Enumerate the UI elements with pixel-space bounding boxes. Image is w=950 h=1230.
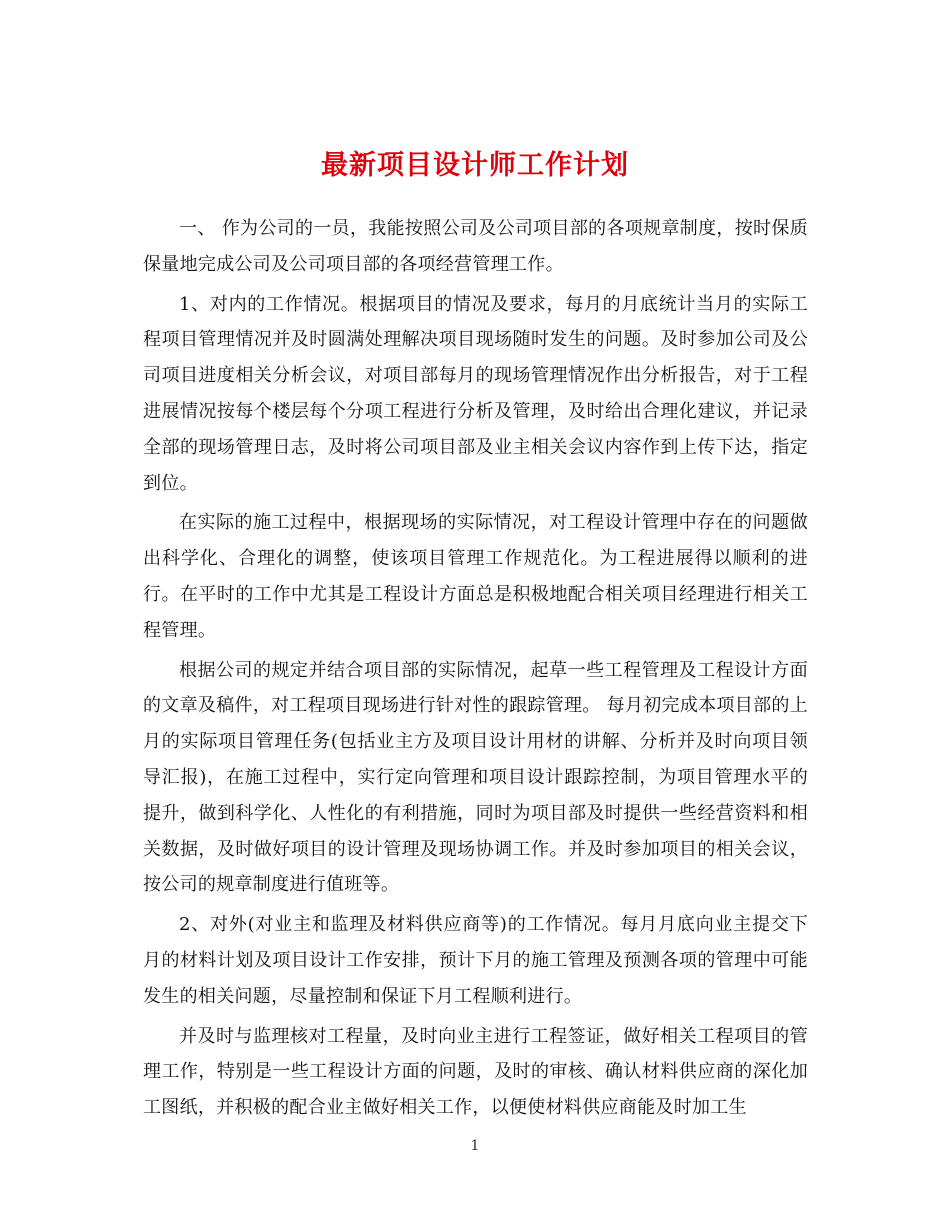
paragraph-5: 2、对外(对业主和监理及材料供应商等)的工作情况。每月月底向业主提交下月的材料计划及项目设计工作安排，预计下月的施工管理及预测各项的管理中可能发生的相关问题，尽量控制和保证下月工程顺利进行。 [143,914,808,1007]
paragraph-3: 在实际的施工过程中，根据现场的实际情况，对工程设计管理中存在的问题做出科学化、合理化的调整，使该项目管理工作规范化。为工程进展得以顺利的进行。在平时的工作中尤其是工程设计方面总是积极地配合相关项目经理进行相关工程管理。 [143,512,808,641]
paragraph-1: 一、 作为公司的一员，我能按照公司及公司项目部的各项规章制度，按时保质保量地完成公司及公司项目部的各项经营管理工作。 [143,218,808,275]
document-body [143,211,808,1130]
page-number: 1 [470,1138,480,1154]
document-title: 最新项目设计师工作计划 [321,150,629,182]
paragraph-6: 并及时与监理核对工程量，及时向业主进行工程签证，做好相关工程项目的管理工作，特别是一些工程设计方面的问题，及时的审核、确认材料供应商的深化加工图纸，并积极的配合业主做好相关工作，以便使材料供应商能及时加工生 [143,1025,808,1119]
paragraph-4: 根据公司的规定并结合项目部的实际情况，起草一些工程管理及工程设计方面的文章及稿件，对工程项目现场进行针对性的跟踪管理。 每月初完成本项目部的上月的实际项目管理任务(包括业主方及项目设计用材的讲解、分析并及时向项目领导汇报)，在施工过程中，实行定向管理和项目设计跟踪控制，为项目管理水平的提升，做到科学化、人性化的有利措施，同时为项目部及时提供一些经营资料和相关数据，及时做好项目的设计管理及现场协调工作。并及时参加项目的相关会议，按公司的规章制度进行值班等。 [143,659,808,896]
paragraph-2: 1、对内的工作情况。根据项目的情况及要求，每月的月底统计当月的实际工程项目管理情况并及时圆满处理解决项目现场随时发生的问题。及时参加公司及公司项目进度相关分析会议，对项目部每月的现场管理情况作出分析报告，对于工程进展情况按每个楼层每个分项工程进行分析及管理，及时给出合理化建议，并记录全部的现场管理日志，及时将公司项目部及业主相关会议内容作到上传下达，指定到位。 [143,293,808,494]
